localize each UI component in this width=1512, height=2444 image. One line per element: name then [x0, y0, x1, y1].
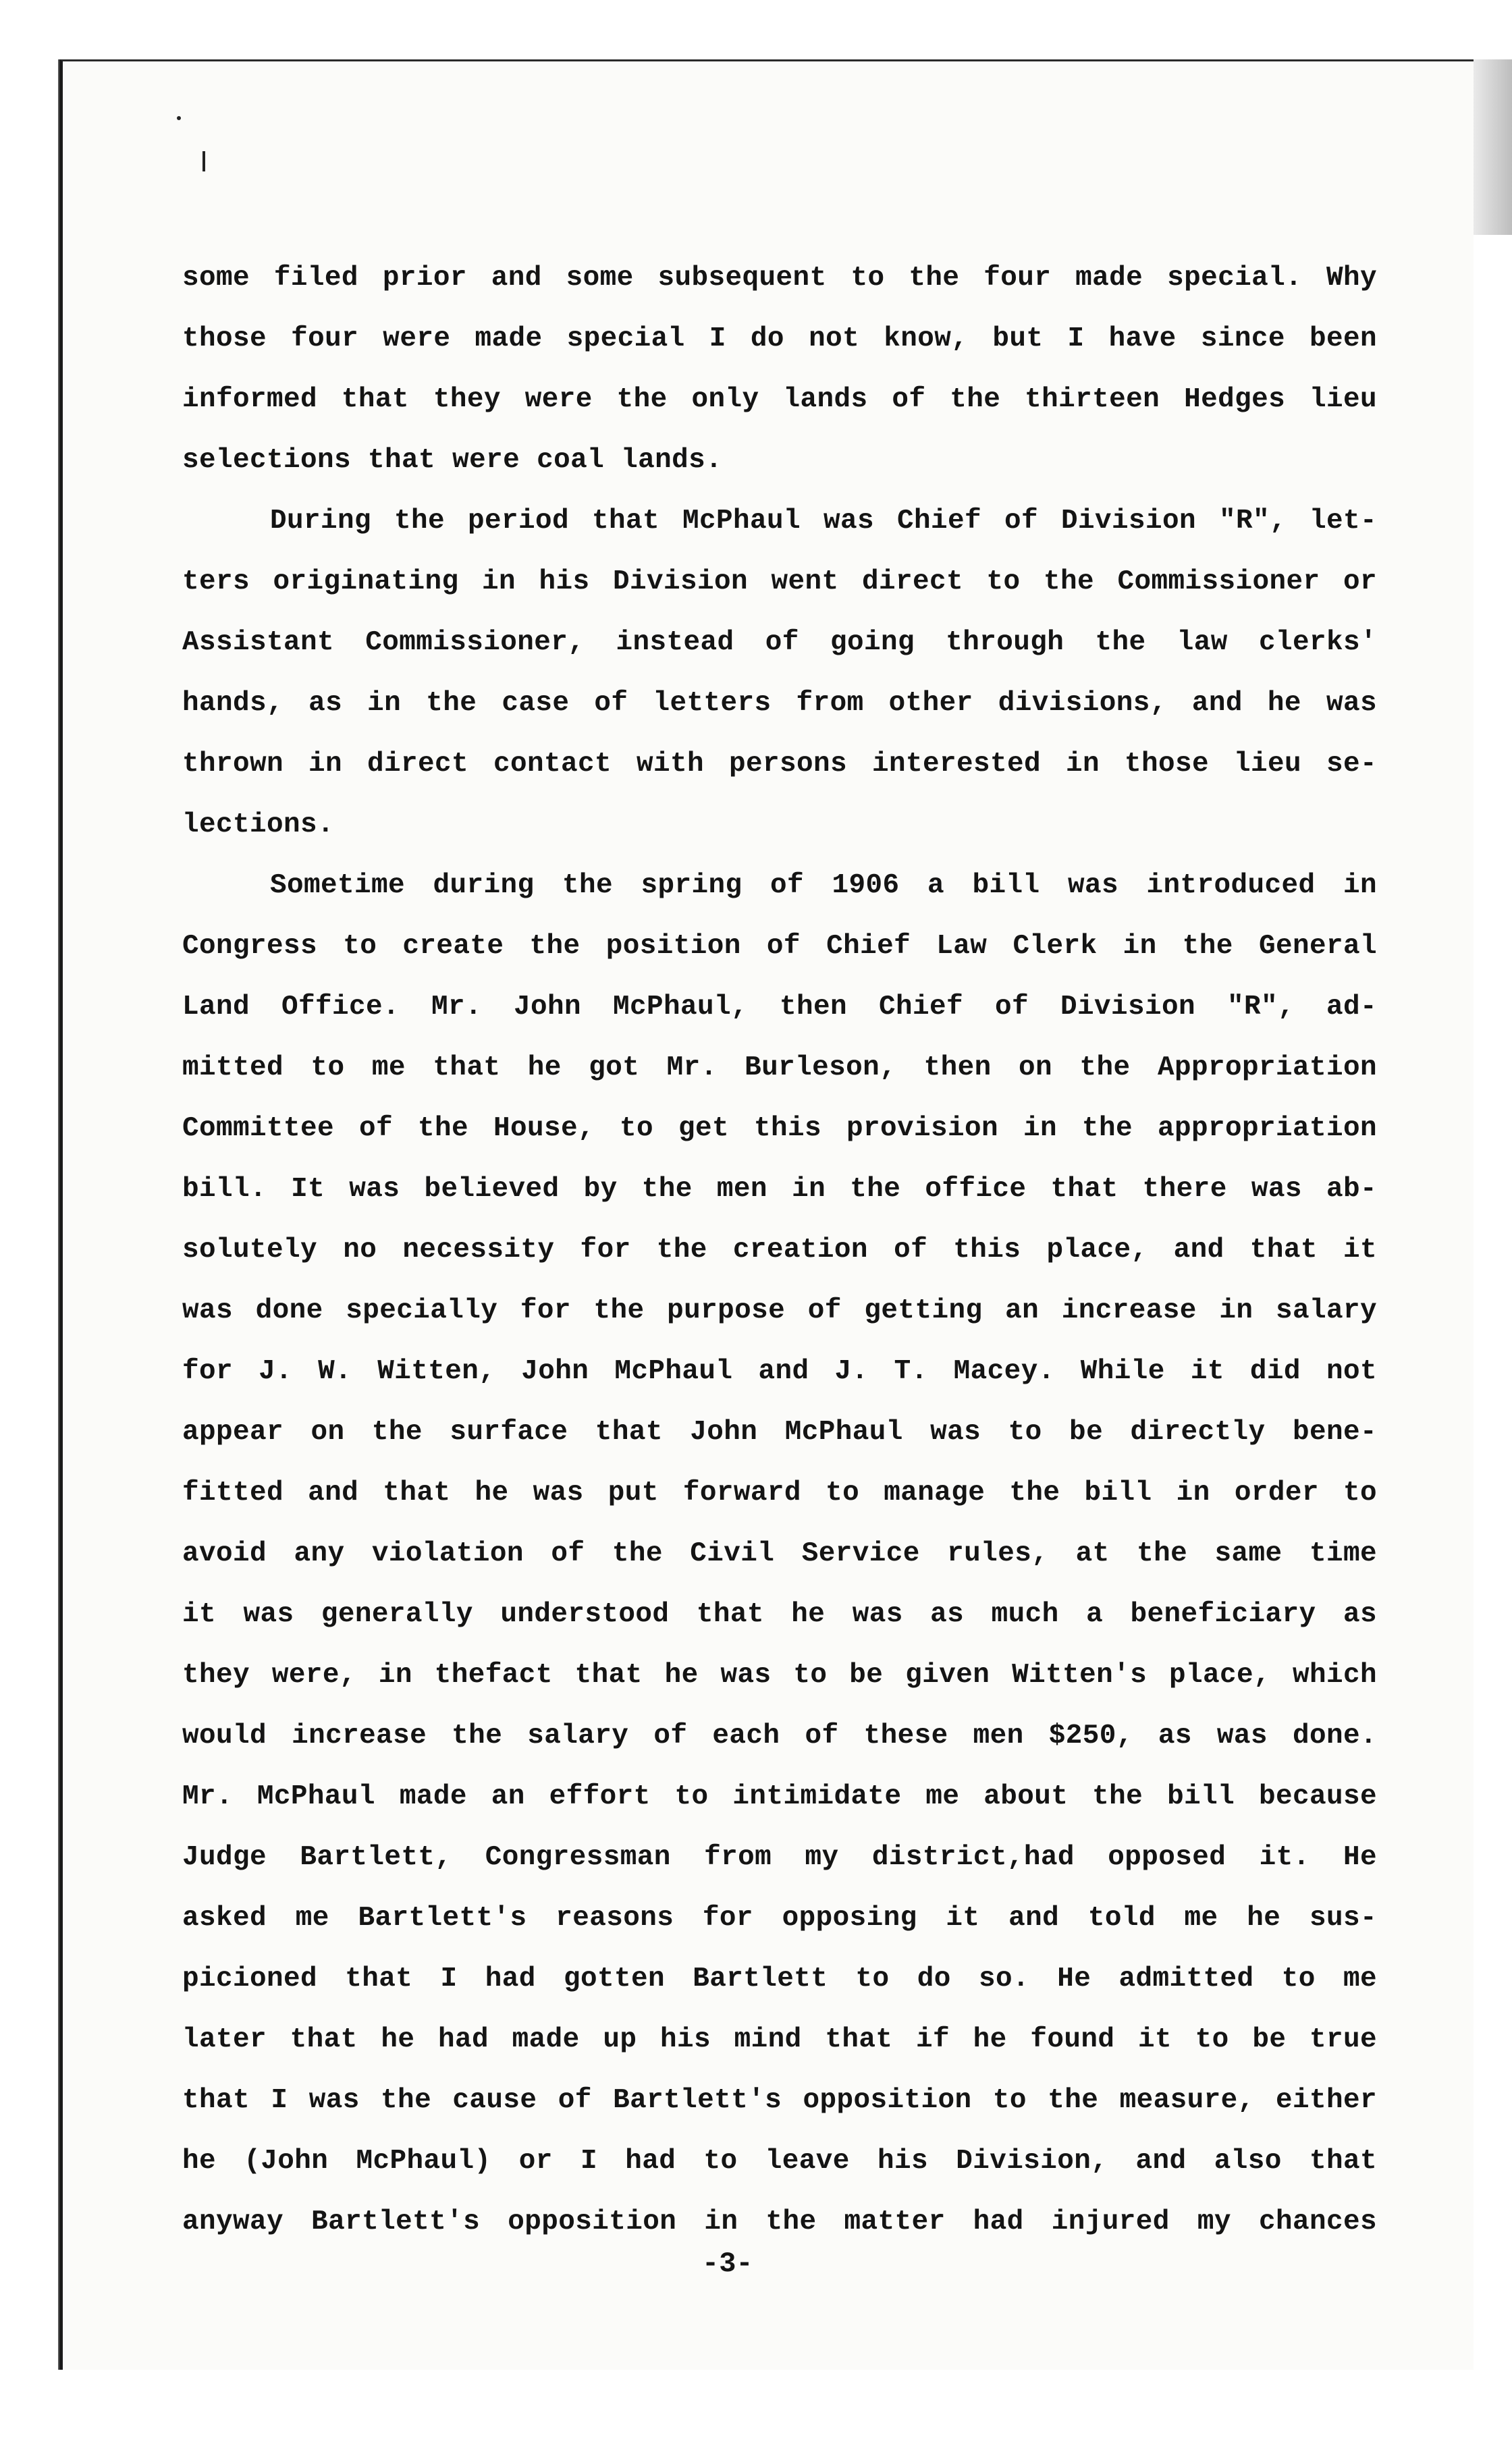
text-line: thrown in direct contact with persons interested in those lieu se-: [182, 749, 1377, 780]
text-line: lections.: [182, 809, 335, 840]
text-line: Sometime during the spring of 1906 a bill was introduced in: [270, 870, 1377, 901]
text-line: it was generally understood that he was as much a beneficiary as: [182, 1599, 1377, 1630]
text-line: fitted and that he was put forward to manage the bill in order to: [182, 1477, 1377, 1509]
text-line: Congress to create the position of Chief Law Clerk in the General: [182, 931, 1377, 962]
text-line: selections that were coal lands.: [182, 445, 723, 476]
text-line: Land Office. Mr. John McPhaul, then Chief of Division "R", ad-: [182, 992, 1377, 1023]
text-line: mitted to me that he got Mr. Burleson, then on the Appropriation: [182, 1052, 1377, 1083]
text-line: some filed prior and some subsequent to the four made special. Why: [182, 263, 1377, 294]
text-line: Assistant Commissioner, instead of going through the law clerks': [182, 627, 1377, 658]
text-line: bill. It was believed by the men in the office that there was ab-: [182, 1174, 1377, 1205]
body-text: [182, 251, 1377, 2256]
page-number: -3-: [702, 2248, 753, 2280]
text-line: Judge Bartlett, Congressman from my district,had opposed it. He: [182, 1842, 1377, 1873]
text-line: would increase the salary of each of these men $250, as was done.: [182, 1720, 1377, 1751]
text-line: informed that they were the only lands of the thirteen Hedges lieu: [182, 384, 1377, 415]
text-line: for J. W. Witten, John McPhaul and J. T. Macey. While it did not: [182, 1356, 1377, 1387]
text-line: asked me Bartlett's reasons for opposing it and told me he sus-: [182, 1903, 1377, 1934]
text-line: later that he had made up his mind that if he found it to be true: [182, 2024, 1377, 2055]
margin-mark-stroke: [202, 151, 205, 171]
text-line: anyway Bartlett's opposition in the matter had injured my chances: [182, 2206, 1377, 2237]
text-line: ters originating in his Division went direct to the Commissioner or: [182, 566, 1377, 597]
text-line: solutely no necessity for the creation of this place, and that it: [182, 1234, 1377, 1266]
text-line: hands, as in the case of letters from other divisions, and he was: [182, 688, 1377, 719]
text-line: that I was the cause of Bartlett's opposition to the measure, either: [182, 2085, 1377, 2116]
text-line: appear on the surface that John McPhaul was to be directly bene-: [182, 1417, 1377, 1448]
text-line: avoid any violation of the Civil Service rules, at the same time: [182, 1538, 1377, 1569]
text-line: those four were made special I do not know, but I have since been: [182, 323, 1377, 354]
text-line: picioned that I had gotten Bartlett to do so. He admitted to me: [182, 1963, 1377, 1994]
text-line: he (John McPhaul) or I had to leave his Division, and also that: [182, 2146, 1377, 2177]
text-line: Committee of the House, to get this provision in the appropriation: [182, 1113, 1377, 1144]
text-line: they were, in thefact that he was to be given Witten's place, which: [182, 1660, 1377, 1691]
text-line: During the period that McPhaul was Chief of Division "R", let-: [270, 506, 1377, 537]
margin-mark-dot: [177, 116, 181, 120]
text-line: Mr. McPhaul made an effort to intimidate me about the bill because: [182, 1781, 1377, 1812]
text-line: was done specially for the purpose of getting an increase in salary: [182, 1295, 1377, 1326]
